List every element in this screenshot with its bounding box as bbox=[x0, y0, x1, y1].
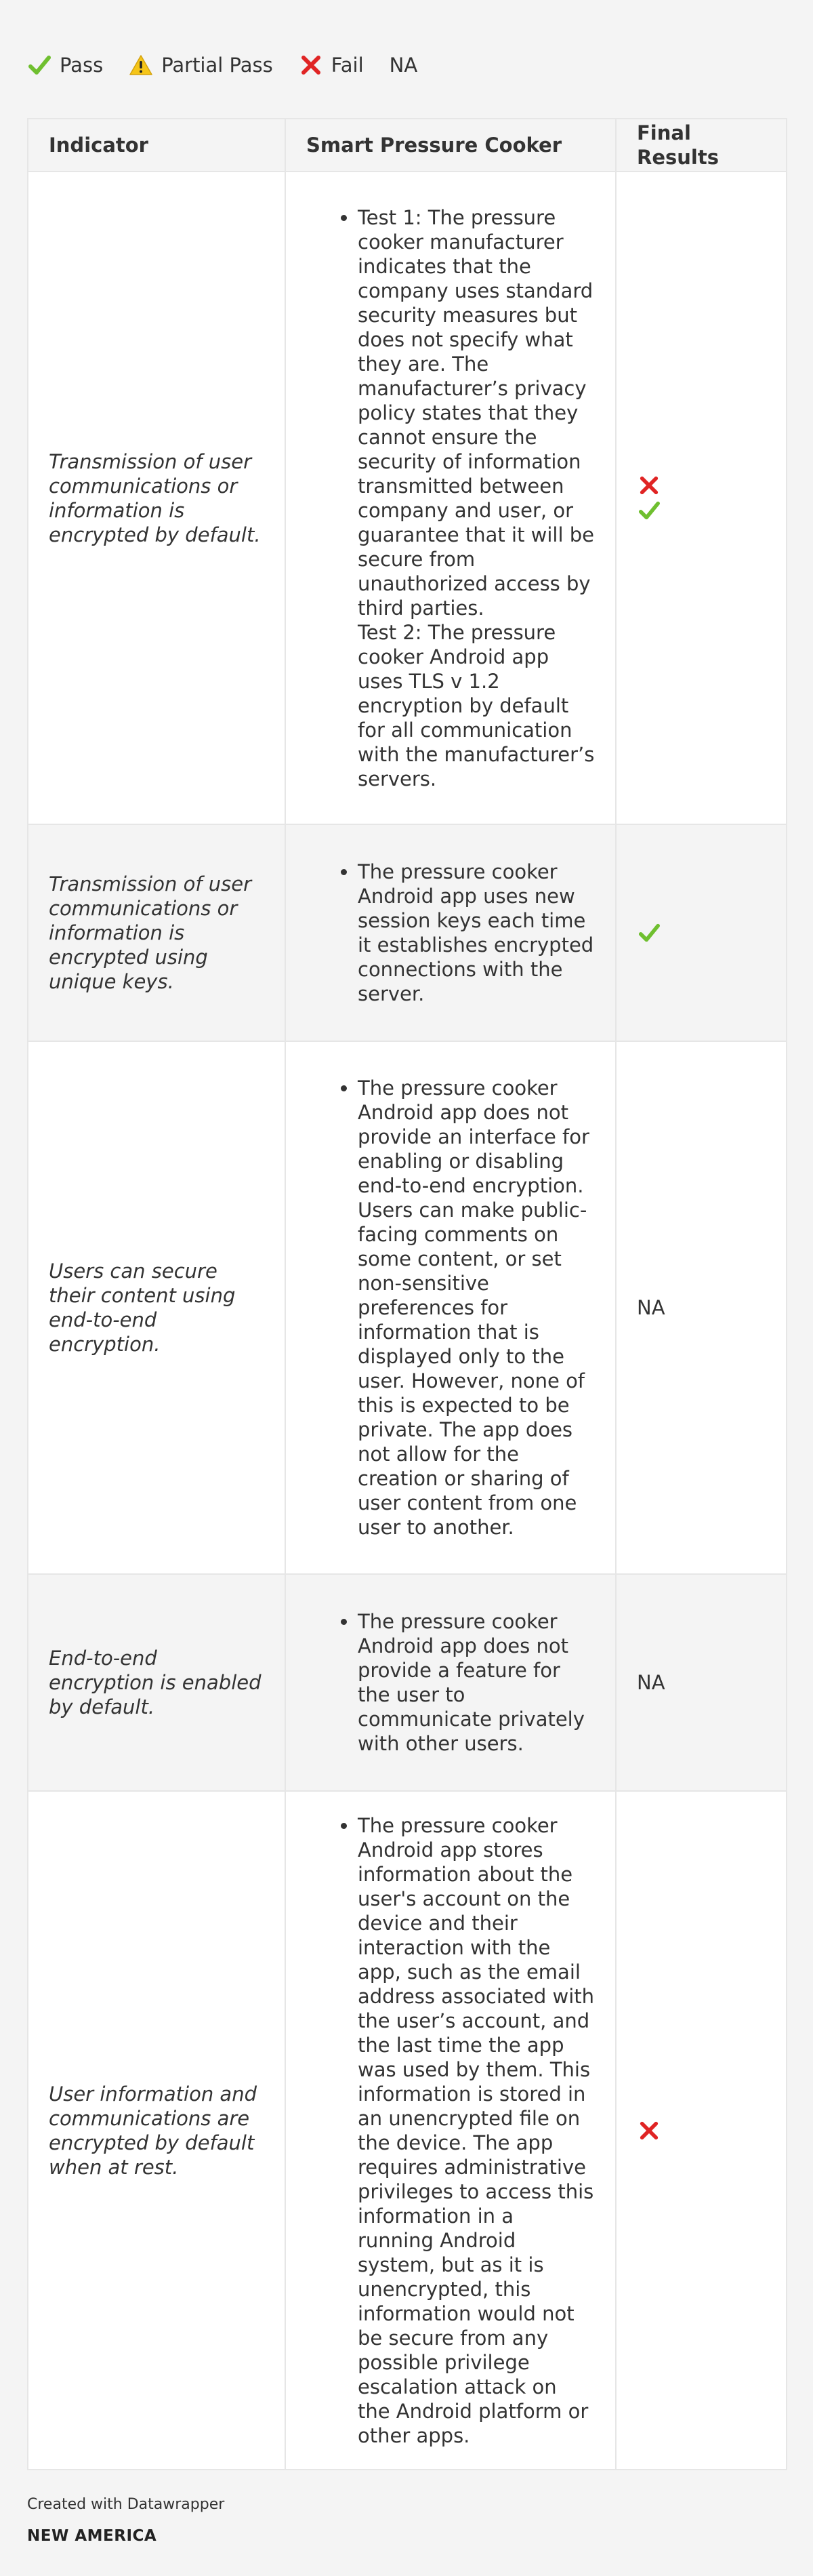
brand-logo-text: NEW AMERICA bbox=[27, 2527, 157, 2545]
details-cell bbox=[285, 1574, 616, 1791]
details-item: • The pressure cooker Android app does not provide a feature for the user to communicate privately with other users. bbox=[358, 1609, 595, 1756]
legend-pass bbox=[27, 53, 103, 77]
header-product[interactable]: Smart Pressure Cooker bbox=[285, 119, 616, 172]
indicator-cell: Transmission of user communications or information is encrypted by default. bbox=[28, 172, 285, 824]
check-mark-icon bbox=[637, 921, 661, 945]
details-item: • The pressure cooker Android app stores information about the user's account on the device and their interaction with the app, such as the email address associated with the user’s account, and the last time the app was used by them. This information is stored in an unencrypted file on the device. The app requires administrative privileges to access this information in a running Android system, but as it is unencrypted, this information would not be secure from any possible privilege escalation attack on the Android platform or other apps. bbox=[358, 1813, 595, 2448]
table-row bbox=[28, 1791, 787, 2470]
legend-pass-label: Pass bbox=[60, 54, 104, 77]
legend-fail-label: Fail bbox=[331, 54, 364, 77]
cross-mark-icon bbox=[637, 2118, 661, 2143]
details-cell bbox=[285, 1791, 616, 2470]
legend-na bbox=[390, 54, 418, 77]
cross-mark-icon bbox=[637, 473, 661, 498]
table-row bbox=[28, 1574, 787, 1791]
results-table bbox=[27, 118, 787, 2470]
result-cell bbox=[616, 824, 787, 1041]
details-cell bbox=[285, 1041, 616, 1574]
legend-partial-label: Partial Pass bbox=[161, 54, 273, 77]
indicator-cell: End-to-end encryption is enabled by default. bbox=[28, 1574, 285, 1791]
indicator-cell: Transmission of user communications or information is encrypted using unique keys. bbox=[28, 824, 285, 1041]
check-mark-icon bbox=[637, 498, 661, 523]
table-row bbox=[28, 824, 787, 1041]
table-row bbox=[28, 172, 787, 824]
header-results[interactable]: Final Results bbox=[616, 119, 787, 172]
datawrapper-credit[interactable]: Created with Datawrapper bbox=[27, 2496, 225, 2513]
cross-mark-icon bbox=[299, 53, 323, 77]
details-item: • The pressure cooker Android app does not provide an interface for enabling or disabling end-to-end encryption. Users can make public-facing comments on some content, or set non-sensitive preferences for information that is displayed only to the user. However, none of this is expected to be private. The app does not allow for the creation or sharing of user content from one user to another. bbox=[358, 1076, 595, 1539]
details-cell bbox=[285, 824, 616, 1041]
result-cell bbox=[616, 172, 787, 824]
result-cell: NA bbox=[616, 1041, 787, 1574]
legend bbox=[27, 52, 417, 79]
result-cell bbox=[616, 1791, 787, 2470]
indicator-cell: User information and communications are encrypted by default when at rest. bbox=[28, 1791, 285, 2470]
details-cell bbox=[285, 172, 616, 824]
result-cell: NA bbox=[616, 1574, 787, 1791]
warning-icon bbox=[129, 53, 153, 77]
legend-fail bbox=[299, 53, 364, 77]
legend-na-label: NA bbox=[389, 54, 418, 77]
details-item: • The pressure cooker Android app uses new session keys each time it establishes encrypted connections with the server. bbox=[358, 860, 595, 1006]
header-indicator[interactable]: Indicator bbox=[28, 119, 285, 172]
indicator-cell: Users can secure their content using end-to-end encryption. bbox=[28, 1041, 285, 1574]
table-row bbox=[28, 1041, 787, 1574]
table-header-row bbox=[28, 119, 787, 172]
check-mark-icon bbox=[27, 53, 51, 77]
details-item: • Test 1: The pressure cooker manufacturer indicates that the company uses standard security measures but does not specify what they are. The manufacturer’s privacy policy states that they cannot ensure the security of information transmitted between company and user, or guarantee that it will be secure from unauthorized access by third parties. Test 2: The pressure cooker Android app uses TLS v 1.2 encryption by default for all communication with the manufacturer’s servers. bbox=[358, 205, 595, 791]
legend-partial-pass bbox=[129, 53, 273, 77]
